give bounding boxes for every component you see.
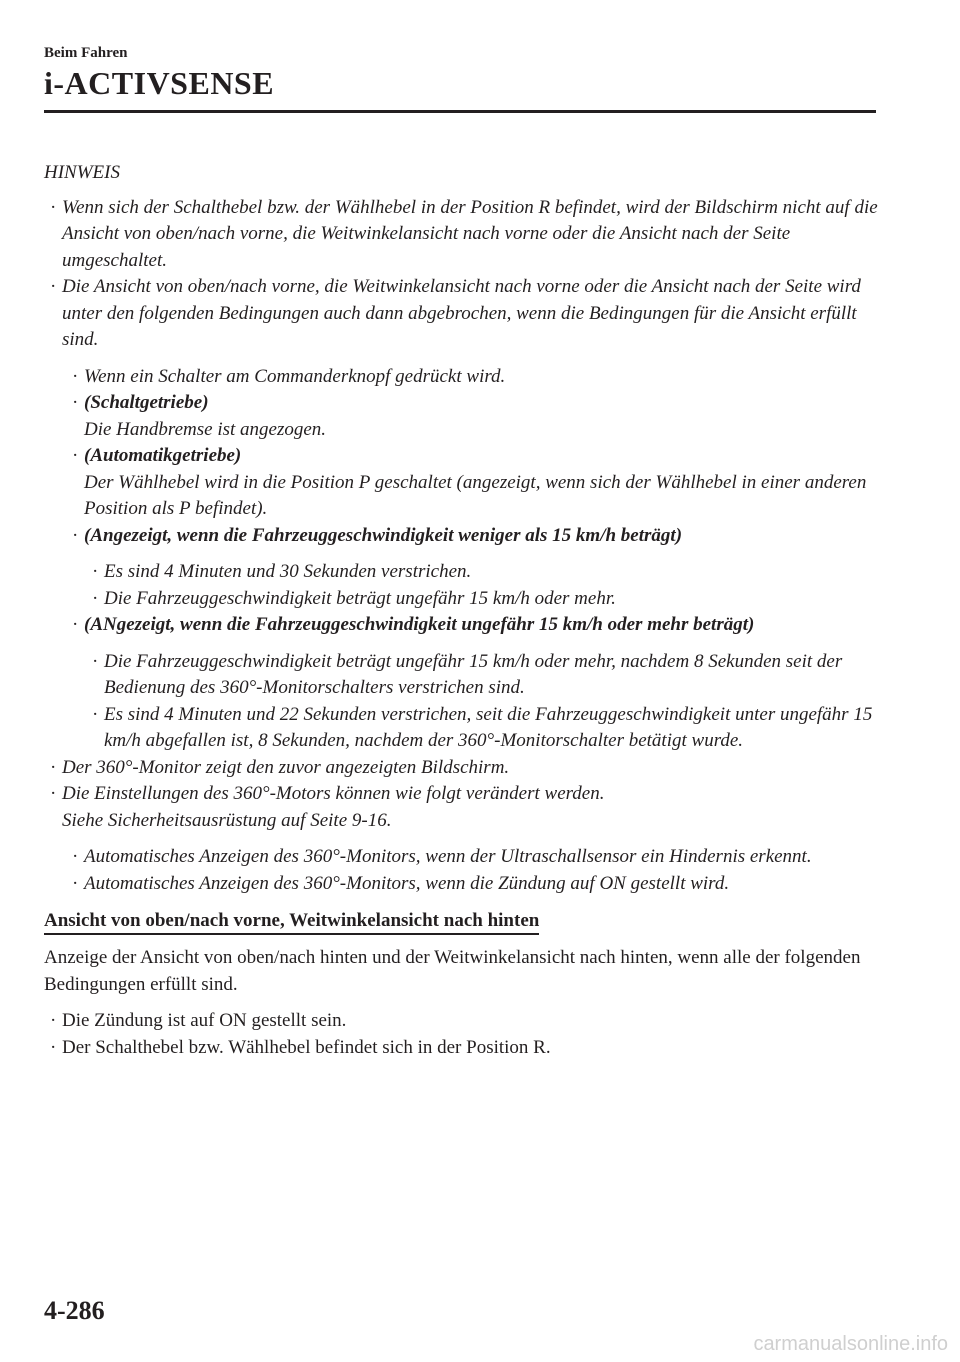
- note-bullet: [44, 781, 884, 834]
- note-bullet: · Die Ansicht von oben/nach vorne, die Weitwinkelansicht nach vorne oder die Ansicht nach der Seite wird unter den folgenden Bedingungen auch dann abgebrochen, wenn die Bedingungen für die Ansicht erfüllt sind.: [44, 274, 884, 354]
- note-title: HINWEIS: [44, 162, 120, 183]
- sub-sub-list: [44, 649, 884, 755]
- section-label: Beim Fahren: [44, 45, 128, 61]
- page-content: [44, 160, 884, 1061]
- sub-bullet: · Wenn ein Schalter am Commanderknopf gedrückt wird.: [44, 364, 884, 391]
- note-block: [44, 160, 884, 897]
- sub-bullet-text: Die Handbremse ist angezogen.: [84, 418, 327, 440]
- sub-bullet: [44, 390, 884, 443]
- sub-bullet: · Automatisches Anzeigen des 360°-Monitors, wenn die Zündung auf ON gestellt wird.: [44, 871, 884, 898]
- condition-bullet: · Der Schalthebel bzw. Wählhebel befindet sich in der Position R.: [44, 1035, 884, 1062]
- sub-sub-bullet: · Die Fahrzeuggeschwindigkeit beträgt ungefähr 15 km/h oder mehr.: [44, 586, 884, 613]
- section-heading: Ansicht von oben/nach vorne, Weitwinkelansicht nach hinten: [44, 909, 539, 935]
- note-bullet-line: · Die Einstellungen des 360°-Motors können wie folgt verändert werden.: [62, 783, 605, 804]
- sub-bullet-text: Der Wählhebel wird in die Position P geschaltet (angezeigt, wenn sich der Wählhebel in einer anderen Position als P befindet).: [84, 471, 867, 519]
- sub-bullet-heading: · (Schaltgetriebe): [84, 392, 209, 413]
- section-intro: Anzeige der Ansicht von oben/nach hinten und der Weitwinkelansicht nach hinten, wenn alle der folgenden Bedingungen erfüllt sind.: [44, 947, 861, 995]
- header-rule: [44, 110, 876, 113]
- sub-bullet: · Automatisches Anzeigen des 360°-Monitors, wenn der Ultraschallsensor ein Hindernis erkennt.: [44, 844, 884, 871]
- cross-reference: Siehe Sicherheitsausrüstung auf Seite 9-16.: [62, 809, 392, 831]
- note-bullet: · Der 360°-Monitor zeigt den zuvor angezeigten Bildschirm.: [44, 755, 884, 782]
- sub-bullet-heading: · (Automatikgetriebe): [84, 445, 242, 466]
- sub-sub-bullet: · Die Fahrzeuggeschwindigkeit beträgt ungefähr 15 km/h oder mehr, nachdem 8 Sekunden seit der Bedienung des 360°-Monitorschalters verstrichen sind.: [44, 649, 884, 702]
- sub-sub-bullet: · Es sind 4 Minuten und 22 Sekunden verstrichen, seit die Fahrzeuggeschwindigkeit unter ungefähr 15 km/h abgefallen ist, 8 Sekunden, nachdem der 360°-Monitorschalter betätigt wurde.: [44, 702, 884, 755]
- sub-sub-list: [44, 559, 884, 612]
- sub-bullet-heading: · (ANgezeigt, wenn die Fahrzeuggeschwindigkeit ungefähr 15 km/h oder mehr beträgt): [44, 612, 884, 639]
- sub-bullet: [44, 443, 884, 523]
- page-number: 4-286: [44, 1296, 105, 1325]
- condition-list: [44, 1008, 884, 1061]
- page-title: i-ACTIVSENSE: [44, 65, 275, 101]
- watermark: carmanualsonline.info: [753, 1333, 948, 1355]
- sub-bullet-heading: · (Angezeigt, wenn die Fahrzeuggeschwindigkeit weniger als 15 km/h beträgt): [44, 523, 884, 550]
- note-bullet: · Wenn sich der Schalthebel bzw. der Wählhebel in der Position R befindet, wird der Bildschirm nicht auf die Ansicht von oben/nach vorne, die Weitwinkelansicht nach vorne oder die Ansicht nach der Seite umgeschaltet.: [44, 195, 884, 275]
- sub-sub-bullet: · Es sind 4 Minuten und 30 Sekunden verstrichen.: [44, 559, 884, 586]
- condition-bullet: · Die Zündung ist auf ON gestellt sein.: [44, 1008, 884, 1035]
- sub-list: [44, 364, 884, 755]
- sub-list: [44, 844, 884, 897]
- page-header: [44, 44, 876, 113]
